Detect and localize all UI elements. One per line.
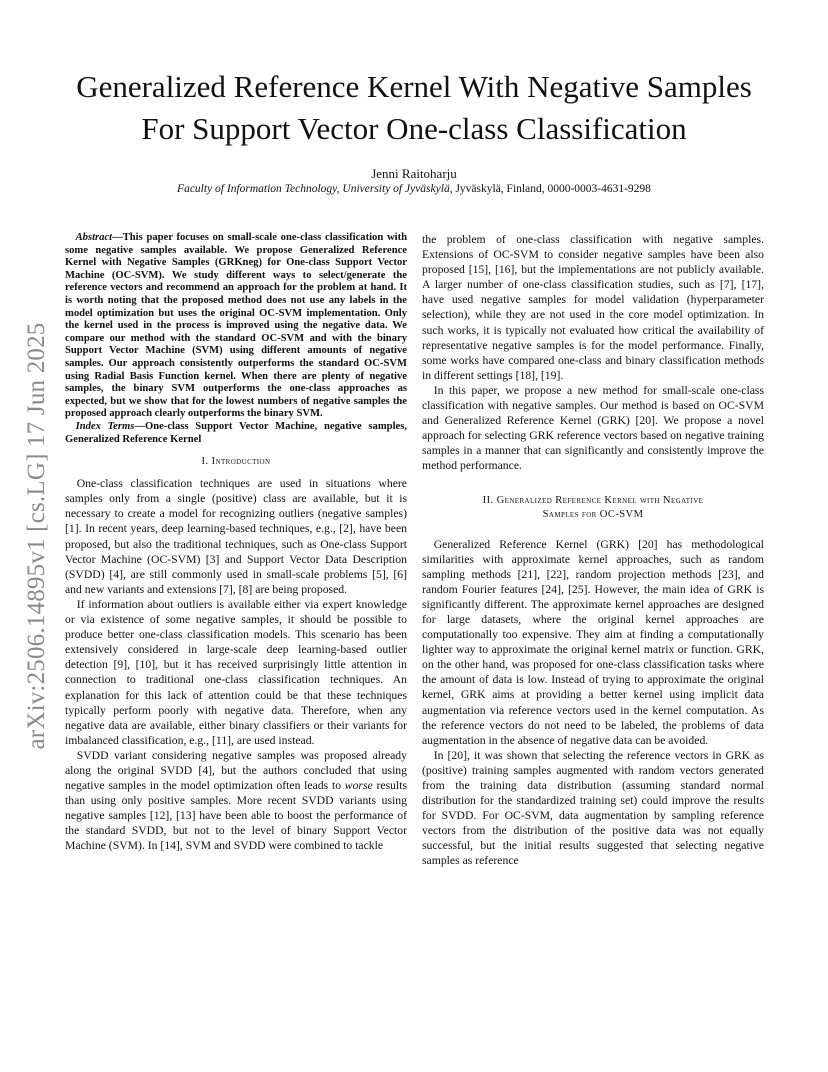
section-heading-line: Samples for OC-SVM <box>542 509 644 520</box>
paragraph-text: SVDD variant considering negative samples was proposed already along the original SVDD [4], but the authors concluded that using negative samples in the model optimization often leads to <box>65 748 407 793</box>
abstract <box>65 232 407 421</box>
abstract-text: —This paper focuses on small-scale one-class classification with some negative samples available. We propose Generalized Reference Kernel with Negative Samples (GRKneg) for One-class Support Vector Machine (OC-SVM). We study different ways to select/generate the reference vectors and recommend an approach for the problem at hand. It is worth noting that the proposed method does not use any labels in the model optimization but uses the original OC-SVM implementation. Only the kernel used in the process is improved using the negative data. We compare our method with the standard OC-SVM and with the binary Support Vector Machine (SVM) using different amounts of negative samples. Our approach consistently outperforms the standard OC-SVM using Radial Basis Function kernel. When there are plenty of negative samples, the binary SVM outperforms the one-class approaches as expected, but we show that for the lowest numbers of negative samples the proposed approach clearly outperforms the binary SVM. <box>65 232 407 420</box>
paragraph-text: results than using only positive samples. More recent SVDD variants using negative samples [12], [13] have been able to boost the performance of the standard SVDD, but not to the level of binary Support Vector Machine (SVM). In [14], SVM and SVDD were combined to tackle <box>65 779 408 853</box>
section-heading-grk <box>422 494 764 523</box>
abstract-label: Abstract <box>75 232 113 243</box>
author-affiliation <box>60 183 768 195</box>
section-heading-line: II. Generalized Reference Kernel with Negative <box>482 494 704 506</box>
left-column <box>65 232 407 854</box>
paragraph: One-class classification techniques are used in situations where samples only from a single (positive) class are available, but it is necessary to create a model for recognizing outliers (negative samples) [1]. In recent years, deep learning-based techniques, e.g., [2], have been proposed, but also the traditional techniques, such as One-class Support Vector Machine (OC-SVM) [3] and Support Vector Data Description (SVDD) [4], are still commonly used in small-scale problems [5], [6] and new variants and extensions [7], [8] are being proposed. <box>65 477 407 596</box>
paragraph: In [20], it was shown that selecting the reference vectors in GRK as (positive) training samples augmented with random vectors generated from the training data distribution (assuming standard normal distribution for the standardized training set) could improve the results for SVDD. For OC-SVM, data augmentation by sampling reference vectors from the distribution of the positive data was not equally successful, but the initial results suggested that selecting negative samples as reference <box>422 748 764 868</box>
affiliation-institution: Faculty of Information Technology, University of Jyväskylä <box>177 183 450 195</box>
paragraph <box>65 748 407 854</box>
paper-title: Generalized Reference Kernel With Negative Samples For Support Vector One-class Classification <box>76 69 752 146</box>
right-column <box>422 232 764 869</box>
paragraph: Generalized Reference Kernel (GRK) [20] has methodological similarities with approximate kernel approaches, such as random sampling methods [21], [22], random projection methods [23], and random Fourier features [24], [25]. However, the main idea of GRK is significantly different. The approximate kernel approaches are designed for large datasets, where the original kernel approaches are computationally too expensive. They aim at finding a computationally lighter way to approximate the original kernel matrix or function. GRK, on the other hand, was proposed for one-class classification tasks where the amount of data is low. Instead of trying to approximate the original kernel, GRK aims at providing a better kernel using implicit data augmentation via reference vectors used in the kernel computation. As the reference vectors do not need to be labeled, the problems of data augmentation in the absence of negative data can be avoided. <box>422 537 764 747</box>
paragraph: In this paper, we propose a new method for small-scale one-class classification with negative samples. Our method is based on OC-SVM and Generalized Reference Kernel (GRK) [20]. We propose a novel approach for selecting GRK reference vectors based on negative training samples in a manner that can significantly and consistently improve the method performance. <box>422 383 764 473</box>
emphasis: worse <box>344 779 373 793</box>
arxiv-id: arXiv:2506.14895v1 [cs.LG] 17 Jun 2025 <box>23 322 50 750</box>
index-terms <box>65 421 407 446</box>
arxiv-sidebar-stamp <box>10 300 64 772</box>
paragraph: the problem of one-class classification with negative samples. Extensions of OC-SVM to consider negative samples have been also proposed [15], [16], but the implementations are not publicly available. A larger number of one-class classification studies, such as [7], [17], have used negative samples for model validation (hyperparameter selection), while they are not used in the core model optimization. In such works, it is typically not evaluated how critical the availability of representative negative samples is for the model performance. Finally, some works have compared one-class and binary classification methods in different settings [18], [19]. <box>422 233 764 382</box>
paragraph: If information about outliers is available either via expert knowledge or via existence of some negative samples, it should be possible to produce better one-class classification models. This scenario has been extensively considered in large-scale deep learning-based outlier detection [9], [10], but it has received surprisingly little attention in connection to traditional one-class classification techniques. An explanation for this lack of attention could be that these techniques typically perform poorly with negative data. Therefore, when any negative data are available, either binary classifiers or their variants for imbalanced classification, e.g., [11], are used instead. <box>65 597 407 747</box>
affiliation-location: , Jyväskylä, Finland, 0000-0003-4631-9298 <box>449 183 651 195</box>
author-name: Jenni Raitoharju <box>371 166 457 181</box>
index-terms-label: Index Terms <box>75 420 135 432</box>
section-heading-introduction: I. Introduction <box>201 456 271 468</box>
index-terms-text: —One-class Support Vector Machine, negative samples, Generalized Reference Kernel <box>65 420 407 445</box>
